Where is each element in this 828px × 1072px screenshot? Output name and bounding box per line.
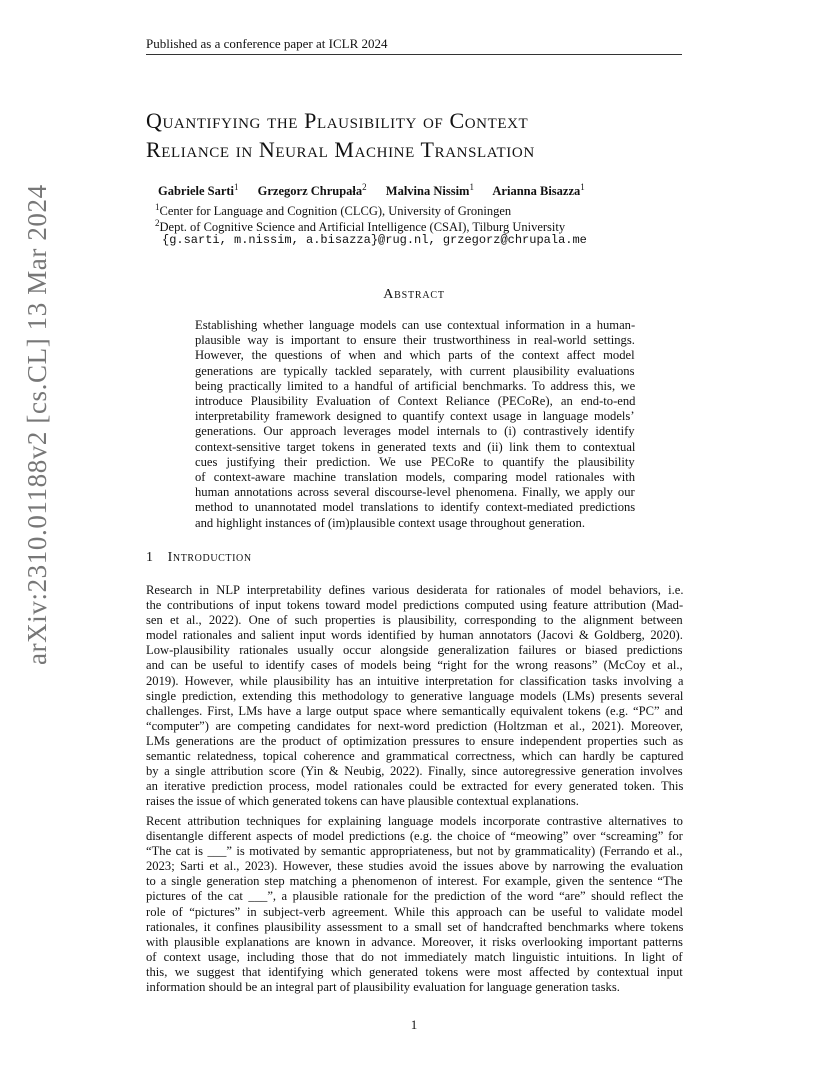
text-line: 2023; Sarti et al., 2023). However, these studies avoid the issues above by narrowing the evaluation [146,859,684,874]
paper-title [146,106,686,164]
author: Grzegorz Chrupała$^2$ [257,182,367,199]
arxiv-identifier: arXiv:2310.01188v2 [cs.CL] 13 Mar 2024 [22,184,52,665]
text-line: plausible way is important to ensure their trustworthiness in real-world settings. [195,333,635,348]
text-line: rationales, it confines plausibility assessment to a small set of handcrafted benchmarks where tokens [146,919,684,934]
text-line: interpretability framework designed to quantify context usage in language models’ [195,409,635,424]
text-line: single prediction, extending this methodology to generative language models (LMs) presents several [146,688,684,703]
text-line: Establishing whether language models can use contextual information in a human- [195,318,636,332]
abstract-heading: Abstract [383,287,445,302]
text-line: Research in NLP interpretability defines various desiderata for rationales of model behaviors, i.e. [146,583,684,597]
title-line: Quantifying the Plausibility of Context [146,108,529,133]
text-line: pictures of the cat ___”, a plausible rationale for the prediction of the word “are” should reflect the [146,889,684,904]
text-line: and can be useful to identify cases of models being “right for the wrong reasons” (McCoy et al., [146,658,683,673]
author: Malvina Nissim$^1$ [385,182,474,199]
page-number: 1 [410,1017,418,1032]
text-line: 2019). However, while plausibility has an intuitive interpretation for classification tasks involving a [146,673,684,688]
affiliation: $^1$Center for Language and Cognition (CLCG), University of Groningen [155,202,512,219]
text-line: method to unannotated model translations to identify context-mediated predictions [195,500,636,515]
text-line: model rationales and salient input words identified by human annotators (Jacovi & Goldberg, 2020). [146,628,683,643]
running-header: Published as a conference paper at ICLR 2024 [146,36,388,51]
text-line: “computer”) are competing candidates for next-word prediction (Holtzman et al., 2021). Moreover, [146,718,683,733]
text-line: with plausible explanations are known in advance. Moreover, it risks overlooking important patterns [146,934,683,949]
text-line: raises the issue of which generated tokens can have plausible contextual explanations. [146,794,579,809]
text-line: cues justifying their prediction. We use PECoRe to quantify the plausibility [195,454,635,469]
text-line: being practically limited to a handful of artificial benchmarks. To address this, we [195,378,636,393]
text-line: However, the questions of when and which parts of the context affect model [195,348,635,363]
author: Arianna Bisazza$^1$ [492,182,585,199]
section-heading: 1 Introduction [146,550,252,565]
text-line: by a single attribution score (Yin & Neubig, 2022). Finally, since autoregressive generation involves [146,764,683,779]
text-line: disentangle different aspects of model predictions (e.g. the choice of “meowing” over “screaming” for [146,829,683,844]
text-line: of context usage, including those that do not immediately match linguistic intuitions. In light of [146,949,683,964]
intro-paragraph-1 [146,583,683,809]
text-line: to a single generation step matching a phenomenon of interest. For example, given the sentence “The [146,874,683,889]
text-line: LMs generations are the product of optimization pressures to ensure independent properties such as [146,733,684,748]
text-line: information should be an integral part of plausibility evaluation for language generation tasks. [146,980,620,995]
text-line: and highlight instances of (im)plausible context usage throughout generation. [195,515,585,530]
affiliation: $^2$Dept. of Cognitive Science and Artificial Intelligence (CSAI), Tilburg University [155,218,566,235]
text-line: generations are typically tackled separately, with current plausibility evaluations [195,363,635,378]
arxiv-sidebar [20,184,54,665]
author: Gabriele Sarti$^1$ [158,182,239,199]
text-line: context-sensitive target tokens in generated texts and (ii) link them to contextual [195,439,636,454]
text-line: challenges. First, LMs have a large output space where semantically equivalent tokens (e.g. “PC” and [146,703,683,718]
header-rule [146,54,682,55]
title-line: Reliance in Neural Machine Translation [146,137,535,162]
text-line: human annotations across several discourse-level phenomena. Finally, we apply our [195,485,635,500]
text-line: the contributions of input tokens toward model predictions computed using feature attribution (Mad- [146,598,684,613]
intro-paragraph-2 [146,814,683,995]
abstract-body [195,318,635,531]
text-line: introduce Plausibility Evaluation of Context Reliance (PECoRe), an end-to-end [195,394,636,409]
text-line: role of “pictures” in subject-verb agreement. While this approach can be useful to validate model [146,904,683,919]
text-line: sen et al., 2022). One of such properties is plausibility, corresponding to the alignment between [146,613,683,628]
author-list [158,182,601,199]
text-line: this, we suggest that identifying which generated tokens were most affected by contextual input [146,964,683,979]
text-line: generations. Our approach leverages model internals to (i) contrastively identify [195,424,635,439]
text-line: semantic relatedness, topical coherence and grammatical correctness, which can hardly be captured [146,749,684,764]
text-line: Recent attribution techniques for explaining language models incorporate contrastive alternatives to [146,814,683,828]
text-line: Low-plausibility rationales usually occur alongside generalization failures or biased predictions [146,643,683,658]
text-line: of context-aware machine translation models, comparing model rationales with [195,470,636,485]
author-emails: {g.sarti, m.nissim, a.bisazza}@rug.nl, grzegorz@chrupala.me [162,233,587,247]
text-line: an iterative prediction process, model rationales could be extracted for every generated token. This [146,779,684,794]
text-line: “The cat is ___” is motivated by semantic appropriateness, but not by grammaticality) (Ferrando et al., [146,844,683,859]
